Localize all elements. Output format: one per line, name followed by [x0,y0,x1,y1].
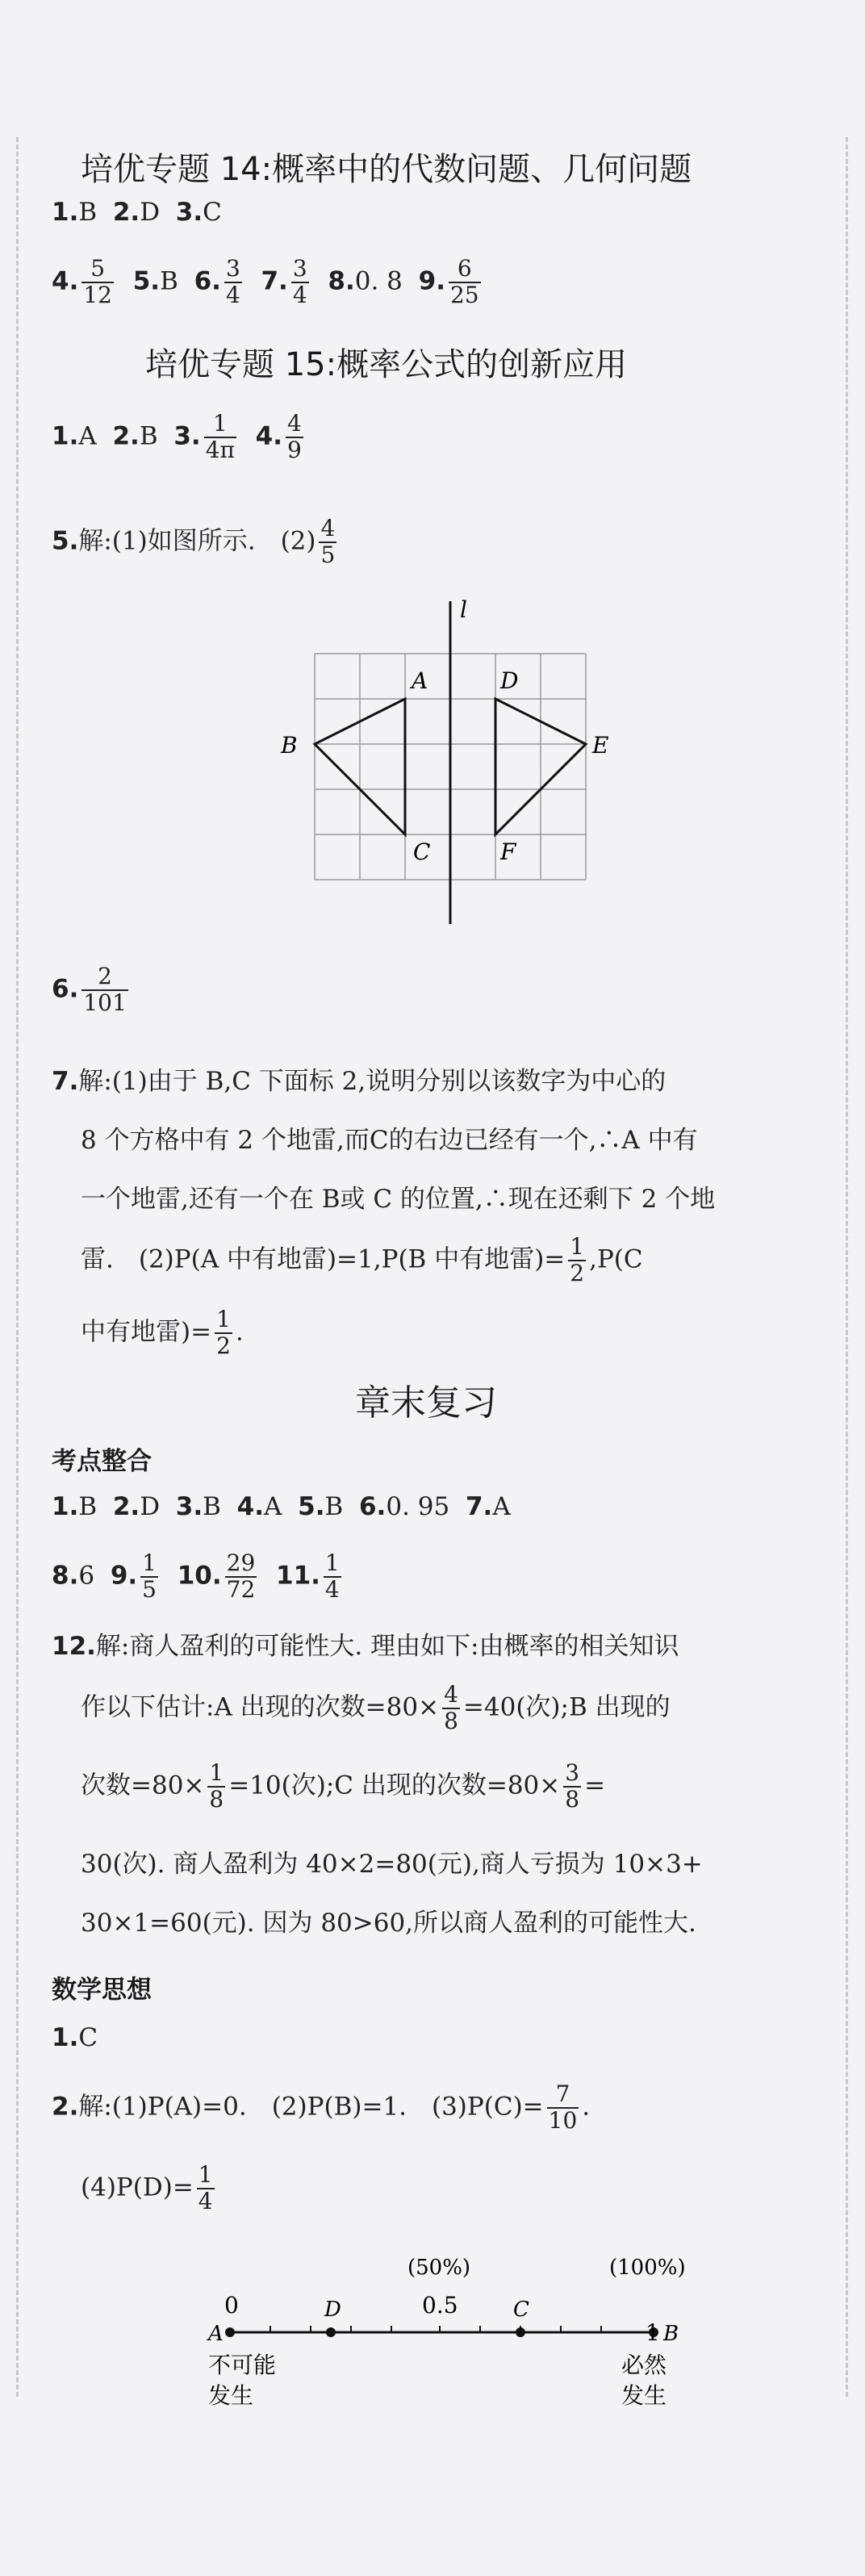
left-dashed-border [16,137,19,2397]
solution-text: 解:(1)如图所示. (2) [78,526,316,556]
review-q12-line-4: 30(次). 商人盈利为 40×2=80(元),商人亏损为 10×3+ [81,1850,703,1879]
q-num: 2. [112,421,140,451]
q-num: 2. [112,1492,140,1521]
point-d [326,2327,336,2337]
q-num: 3. [175,1492,203,1521]
sec15-q7-line-3: 一个地雷,还有一个在 B或 C 的位置,∴现在还剩下 2 个地 [81,1185,716,1214]
answer: A [78,421,97,451]
fraction: $\frac{1}{8}$ [209,1759,224,1813]
solution-text: 解:(1)由于 B,C 下面标 2,说明分别以该数字为中心的 [78,1067,667,1096]
sec15-q7-line-5 [81,1307,244,1359]
q-num: 7. [52,1067,79,1096]
section-15-title: 培优专题 15:概率公式的创新应用 [145,346,628,383]
fraction: $\frac{1}{4\pi}$ [205,410,235,463]
section-14-title: 培优专题 14:概率中的代数问题、几何问题 [81,151,692,188]
label-50-percent: (50%) [407,2256,471,2280]
q-num: 9. [110,1561,138,1591]
label-l: l [460,596,467,623]
q-num: 5. [298,1492,325,1521]
sec14-answers-line-1 [52,200,222,225]
fraction: $\frac{1}{4}$ [198,2161,213,2214]
review-q12-line-5: 30×1=60(元). 因为 80>60,所以商人盈利的可能性大. [81,1909,696,1938]
solution-text: 解:(1)P(A)=0. (2)P(B)=1. (3)P(C)= [78,2092,544,2122]
solution-text: =10(次);C 出现的次数=80× [228,1771,561,1800]
sec15-q7-line-2: 8 个方格中有 2 个地雷,而C的右边已经有一个,∴A 中有 [81,1126,698,1155]
right-dashed-border [846,137,848,2397]
label-point-d: D [324,2298,341,2322]
q-num: 6. [194,266,221,296]
solution-text: . [582,2092,591,2122]
label-e: E [592,732,609,759]
answer: B [78,1492,98,1521]
q-num: 1. [52,1492,79,1521]
answer: 6 [78,1561,95,1591]
q-num: 3. [173,421,201,451]
fraction: $\frac{4}{5}$ [320,515,336,568]
label-point-a: A [208,2322,224,2346]
solution-text: 解:商人盈利的可能性大. 理由如下:由概率的相关知识 [95,1632,679,1661]
fraction: $\frac{3}{8}$ [565,1759,580,1813]
sec15-q5 [52,516,340,568]
probability-number-line [194,2252,710,2429]
solution-text: =40(次);B 出现的 [462,1692,671,1722]
chapter-review-title: 章末复习 [355,1382,497,1424]
solution-text: . [235,1317,244,1347]
answer: B [324,1492,344,1521]
sixiang-q2-line-2 [81,2163,218,2214]
q-num: 7. [465,1492,493,1521]
solution-text: ,P(C [589,1244,643,1274]
label-certain-2: 发生 [621,2382,667,2409]
fraction: $\frac{3}{4}$ [292,255,307,308]
q-num: 4. [52,266,79,296]
review-answers-line-2 [52,1551,345,1603]
fraction: $\frac{3}{4}$ [225,255,240,308]
solution-text: 雷. (2)P(A 中有地雷)=1,P(B 中有地雷)= [81,1244,566,1274]
label-impossible: 不可能 [208,2352,277,2378]
sec15-q7-line-4 [81,1235,643,1286]
point-c [516,2327,525,2337]
q-num: 11. [276,1561,320,1591]
q-num: 5. [132,266,161,296]
label-certain: 必然 [621,2352,667,2378]
label-c: C [413,838,431,865]
answer: 0. 95 [386,1492,450,1521]
solution-text: = [584,1771,606,1800]
answer: A [264,1492,282,1521]
answer: B [203,1492,221,1521]
q-num: 6. [52,974,79,1004]
subheading-kaodian: 考点整合 [52,1447,152,1476]
sec15-answers-line-1 [52,412,307,463]
label-point-c: C [513,2298,529,2322]
q-num: 9. [418,266,445,296]
label-a: A [412,667,428,694]
fraction: $\frac{7}{10}$ [548,2080,578,2134]
answer: C [203,198,222,227]
review-q12-line-1 [52,1634,679,1659]
sixiang-q1 [52,2023,98,2052]
label-f: F [500,838,516,865]
sixiang-q2-line-1 [52,2082,590,2134]
q-num: 4. [236,1492,265,1521]
q-num: 2. [112,198,140,227]
label-impossible-2: 发生 [208,2382,254,2409]
label-100-percent: (100%) [609,2256,686,2280]
review-q12-line-3 [81,1761,605,1813]
sec14-answers-line-2 [52,257,484,308]
fraction: $\frac{1}{2}$ [570,1233,585,1286]
fraction: $\frac{29}{72}$ [226,1549,256,1603]
q-num: 8. [328,266,355,296]
label-zero: 0 [224,2292,239,2319]
answer: C [78,2023,98,2052]
q-num: 3. [175,198,203,227]
solution-text: 作以下估计:A 出现的次数=80× [81,1692,440,1722]
fraction: $\frac{4}{9}$ [286,410,302,463]
answer: 0. 8 [354,266,403,296]
review-answers-line-1 [52,1492,511,1521]
q-num: 1. [52,198,79,227]
q-num: 10. [177,1561,222,1591]
q-num: 6. [358,1492,387,1521]
fraction: $\frac{5}{12}$ [83,255,112,308]
answer: D [140,198,161,227]
solution-text: (4)P(D)= [81,2172,194,2202]
answer: D [140,1492,161,1521]
fraction: $\frac{6}{25}$ [449,255,479,308]
fraction: $\frac{1}{5}$ [142,1549,157,1603]
label-one: 1 [646,2319,660,2346]
subheading-shuxue-sixiang: 数学思想 [52,1976,152,2005]
answer: B [160,266,178,296]
reflection-grid-figure [266,593,629,932]
point-a [225,2327,235,2337]
q-num: 12. [52,1632,96,1661]
sec15-q6 [52,964,132,1016]
fraction: $\frac{4}{8}$ [444,1681,458,1734]
answer: B [139,421,158,451]
label-d: D [500,667,519,694]
answer: B [78,198,98,227]
q-num: 1. [52,421,79,451]
solution-text: 次数=80× [81,1771,205,1800]
label-point-b: B [663,2322,679,2346]
fraction: $\frac{1}{4}$ [324,1549,340,1603]
answer: A [492,1492,511,1521]
q-num: 8. [52,1561,79,1591]
fraction: $\frac{2}{101}$ [83,963,127,1016]
label-half: 0.5 [422,2292,458,2319]
review-q12-line-2 [81,1683,671,1734]
q-num: 7. [261,266,288,296]
q-num: 5. [52,526,79,556]
q-num: 2. [52,2092,79,2122]
label-b: B [281,732,298,759]
q-num: 1. [52,2023,79,2052]
sec15-q7-line-1 [52,1069,666,1094]
q-num: 4. [255,421,282,451]
fraction: $\frac{1}{2}$ [216,1306,231,1359]
solution-text: 中有地雷)= [81,1317,212,1347]
